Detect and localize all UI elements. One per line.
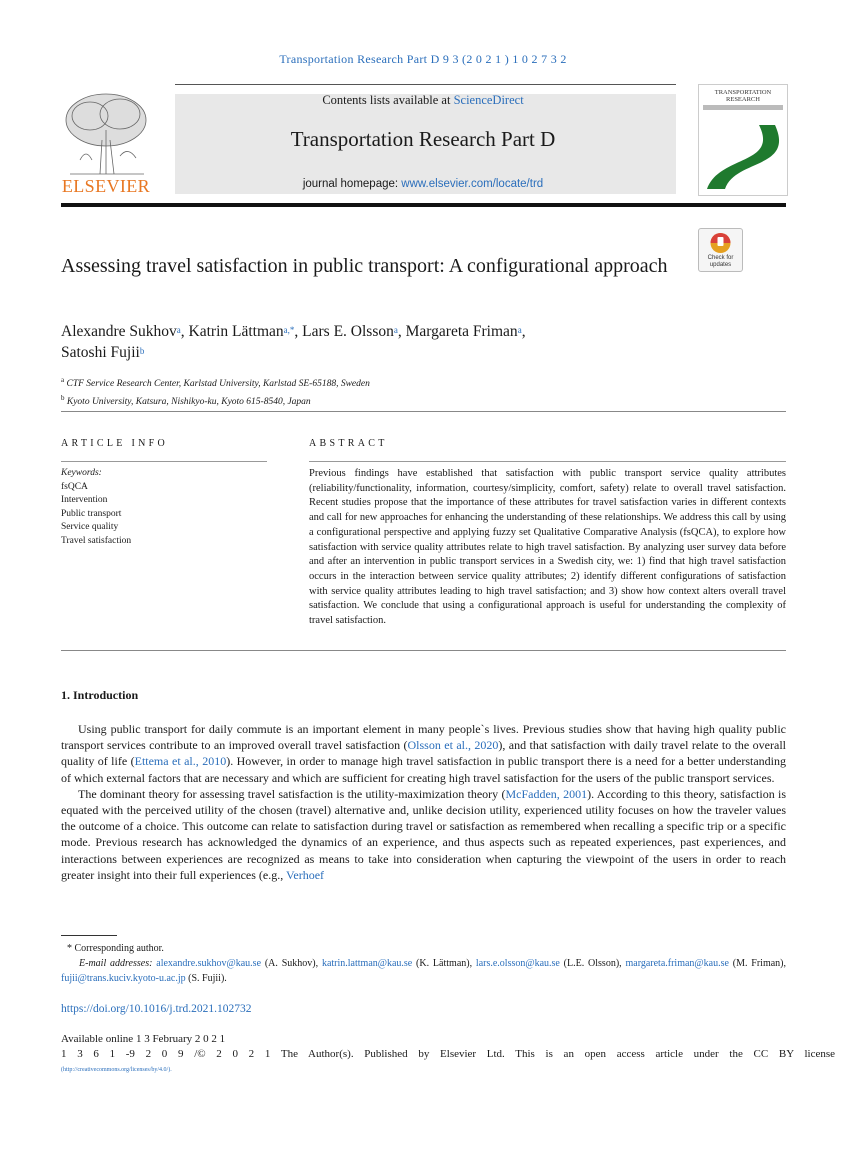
email-owner: (A. Sukhov), (261, 958, 322, 969)
introduction-heading: 1. Introduction (61, 688, 139, 702)
journal-cover-thumbnail[interactable] (698, 84, 788, 196)
author-name[interactable]: Katrin Lättman (188, 323, 284, 340)
affiliation-item (61, 374, 761, 392)
paragraph-text: The dominant theory for assessing travel satisfaction is the utility-maximization theory ( (78, 786, 506, 801)
journal-homepage-link[interactable]: www.elsevier.com/locate/trd (401, 178, 544, 190)
abstract-text: Previous findings have established that satisfaction with public transport service quality attributes (reliability/functionality, information, courtesy/simplicity, comfort, safety) relate to overall travel satisfaction. Recent studies propose that the importance of these attributes for travel satisfaction varies in different contexts and call for new approaches for enhancing the understanding of these relationships. We address this call by using a configurational perspective and applying fuzzy set Qualitative Comparative Analysis (fsQCA), to explore how satisfaction with service quality attributes relate to high travel satisfaction. By analyzing user survey data before and after an intervention in public transport services in a Swedish city, we: 1) find that high travel satisfaction occurs in the interaction between service quality attributes; 2) identify different configurations of satisfaction with service quality attributes leading to high travel satisfaction; and 3) show how context alters overall travel satisfaction. We conclude that using a configurational approach is useful for understanding the complexity of travel satisfaction. (309, 468, 786, 627)
check-updates-label: Check for updates (707, 255, 734, 268)
author-name[interactable]: Alexandre Sukhov (61, 323, 177, 340)
paragraph-text: ). According to this theory, satisfaction is equated with the perceived utility of the chosen (travel) alternative and, unlike decision utility, experienced utility focuses on how the traveler values the outcome of a choice. This outcome can relate to satisfaction during travel or satisfaction as remembered when recalling a specific trip or a specific mode. Previous research has acknowledged the dynamics of an experience, and thus aspects such as repeated experiences, past experiences, and interactions between experiences are recognized as means to take into consideration when capturing the viewpoint of the users in order to reach greater insight into their full experiences (e.g., (61, 786, 787, 882)
author-affiliation-mark[interactable]: a (176, 325, 181, 335)
author-affiliation-mark[interactable]: b (139, 346, 145, 356)
sciencedirect-link[interactable]: ScienceDirect (453, 93, 524, 107)
section-divider (61, 650, 786, 651)
affiliation-mark: b (61, 393, 65, 402)
keywords-list (61, 467, 261, 548)
keyword-item: fsQCA (61, 481, 88, 492)
article-title: Assessing travel satisfaction in public transport: A configurational approach (61, 255, 668, 277)
email-addresses (61, 956, 786, 986)
elsevier-publisher-name: ELSEVIER (61, 176, 151, 196)
email-link[interactable]: margareta.friman@kau.se (625, 958, 729, 969)
abstract-divider (309, 461, 786, 462)
keywords-label: Keywords: (61, 468, 102, 478)
email-owner: (S. Fujii). (185, 973, 227, 984)
cover-road-graphic (699, 85, 787, 195)
author-affiliation-mark[interactable]: a,* (283, 325, 295, 335)
citation-link[interactable]: Ettema et al., 2010 (134, 754, 227, 769)
article-info-divider (61, 461, 267, 462)
author-name[interactable]: Margareta Friman (405, 323, 518, 340)
email-link[interactable]: katrin.lattman@kau.se (321, 958, 413, 969)
homepage-prefix: journal homepage: (302, 178, 402, 190)
email-owner: (M. Friman), (728, 958, 787, 969)
paragraph (61, 721, 786, 786)
email-label: E-mail addresses: (79, 958, 153, 969)
cover-title: TRANSPORTATION RESEARCH (714, 89, 772, 103)
email-link[interactable]: fujii@trans.kuciv.kyoto-u.ac.jp (61, 973, 186, 984)
footnote-divider (61, 935, 117, 936)
corresponding-author-note: * Corresponding author. (67, 943, 164, 954)
email-owner: (K. Lättman), (412, 958, 476, 969)
citation-link[interactable]: McFadden, 2001 (505, 786, 588, 801)
keyword-item: Travel satisfaction (61, 535, 132, 546)
affiliation-item (61, 392, 761, 410)
paragraph (61, 786, 786, 883)
keyword-item: Intervention (61, 495, 108, 505)
section-divider (61, 411, 786, 412)
license-link[interactable]: (http://creativecommons.org/licenses/by/4.0/). (61, 1067, 172, 1073)
doi-link[interactable]: https://doi.org/10.1016/j.trd.2021.102732 (61, 1003, 252, 1015)
keyword-item: Public transport (61, 508, 122, 519)
abstract-heading: ABSTRACT (309, 438, 388, 449)
citation-link[interactable]: Olsson et al., 2020 (407, 738, 499, 753)
email-owner: (L.E. Olsson), (559, 958, 626, 969)
author-affiliation-mark[interactable]: a (393, 325, 398, 335)
header-divider (175, 84, 676, 85)
paragraph-text: ). However, in order to manage high travel satisfaction in public transport there is a need for a better understanding of which external factors that are necessary and which are sufficient for creating high travel satisfaction for the users of the public transport services. (61, 754, 787, 785)
check-updates-icon (699, 230, 742, 256)
email-link[interactable]: alexandre.sukhov@kau.se (156, 958, 262, 969)
citation-link[interactable]: Verhoef (286, 867, 325, 882)
author-list: Alexandre Sukhov$^a$, Katrin Lättman$^{a,*}$, Lars E. Olsson$^a$, Margareta Friman$^a$, Satoshi Fujii$^b$ (61, 323, 526, 361)
header-thick-rule (61, 203, 786, 207)
contents-prefix: Contents lists available at (322, 93, 454, 107)
affiliations (61, 374, 761, 409)
email-link[interactable]: lars.e.olsson@kau.se (475, 958, 560, 969)
paragraph-text: Using public transport for daily commute is an important element in many people`s lives. Previous studies show that having high quality public transport services contribute to an improved overall travel satisfaction ( (61, 722, 786, 753)
paragraph-text: ), and that satisfaction with daily travel relate to the overall quality of life ( (61, 738, 786, 769)
footnotes (61, 941, 786, 986)
affiliation-text: Kyoto University, Katsura, Nishikyo-ku, Kyoto 615-8540, Japan (66, 396, 311, 407)
article-info-heading: ARTICLE INFO (61, 438, 169, 449)
author-affiliation-mark[interactable]: a (517, 325, 522, 335)
journal-reference-link[interactable]: Transportation Research Part D 9 3 (2 0 2 1 ) 1 0 2 7 3 2 (279, 52, 567, 66)
author-name[interactable]: Lars E. Olsson (302, 323, 394, 340)
introduction-body (61, 721, 786, 883)
journal-title: Transportation Research Part D (290, 127, 556, 151)
keyword-item: Service quality (61, 522, 119, 532)
available-online-date: Available online 1 3 February 2 0 2 1 (61, 1033, 226, 1045)
author-name[interactable]: Satoshi Fujii (61, 344, 140, 361)
check-for-updates-badge[interactable] (698, 228, 743, 272)
affiliation-text: CTF Service Research Center, Karlstad University, Karlstad SE-65188, Sweden (66, 379, 370, 390)
affiliation-mark: a (61, 376, 65, 384)
copyright-line: 1 3 6 1 -9 2 0 9 /© 2 0 2 1 The Author(s). Published by Elsevier Ltd. This is an open access article under the CC BY license (61, 1048, 835, 1060)
